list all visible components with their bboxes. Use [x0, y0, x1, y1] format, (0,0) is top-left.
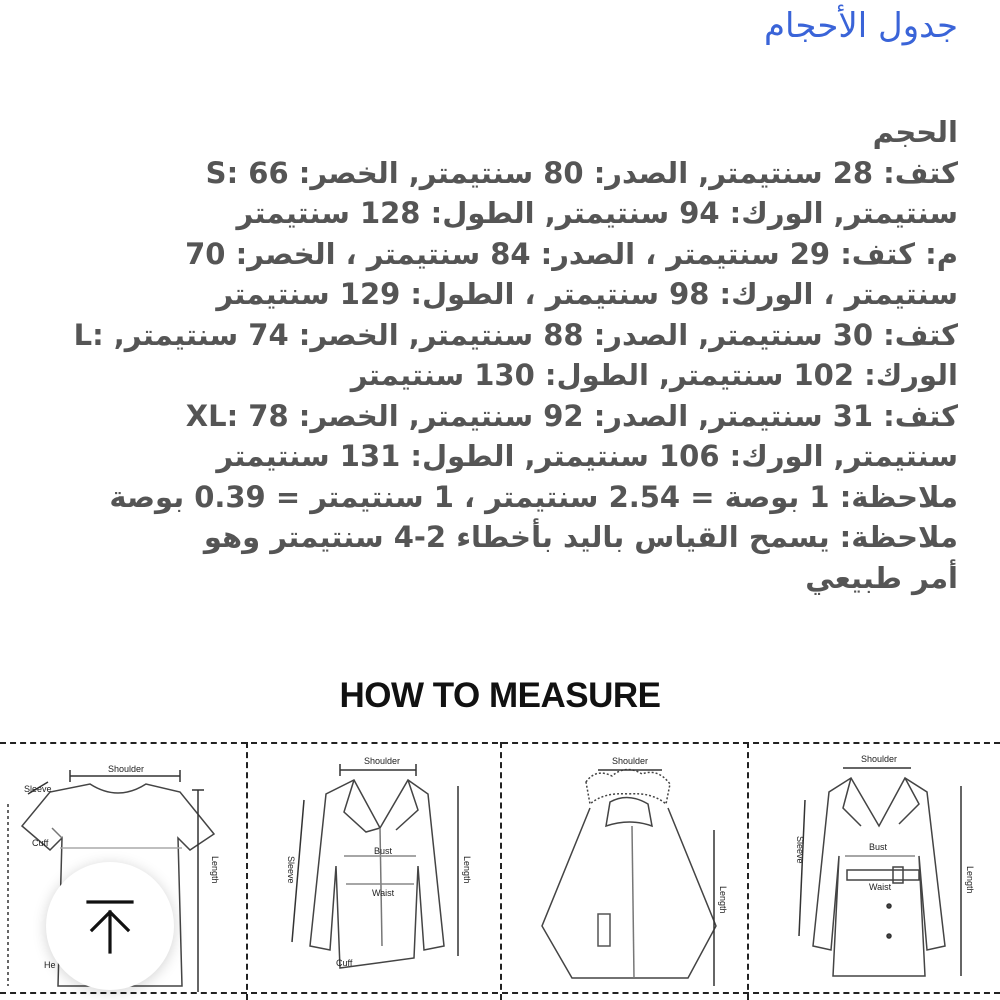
- section-title: جدول الأحجام: [763, 6, 958, 46]
- label-sleeve: Sleeve: [24, 784, 52, 794]
- label-bust: Bust: [869, 842, 888, 852]
- label-length: Length: [718, 886, 728, 914]
- size-chart-line: ملاحظة: يسمح القياس باليد بأخطاء 2-4 سنتيمتر وهو: [203, 520, 958, 554]
- label-length: Length: [462, 856, 472, 884]
- label-shoulder: Shoulder: [612, 756, 649, 766]
- label-length: Length: [965, 866, 975, 894]
- size-chart-line: سنتيمتر, الورك: 106 سنتيمتر, الطول: 131 سنتيمتر: [216, 439, 958, 473]
- scroll-to-top-button[interactable]: [46, 862, 174, 990]
- size-chart-line: الحجم: [872, 115, 958, 149]
- size-chart-line: كتف: 30 سنتيمتر, الصدر: 88 سنتيمتر, الخصر: 74 سنتيمتر, :L: [73, 317, 958, 352]
- size-chart-text: [73, 112, 958, 598]
- label-sleeve: Sleeve: [795, 836, 805, 864]
- label-sleeve: Sleeve: [286, 856, 296, 884]
- size-chart-line: أمر طبيعي: [805, 560, 958, 595]
- label-shoulder: Shoulder: [364, 756, 401, 766]
- size-chart-line: سنتيمتر, الورك: 94 سنتيمتر, الطول: 128 سنتيمتر: [236, 196, 958, 230]
- label-length: Length: [210, 856, 220, 884]
- cape-coat-diagram: [502, 746, 747, 1000]
- size-chart-line: م: كتف: 29 سنتيمتر ، الصدر: 84 سنتيمتر ، الخصر: 70: [185, 236, 958, 271]
- label-bust: Bust: [374, 846, 393, 856]
- label-waist: Waist: [372, 888, 395, 898]
- arrow-up-to-top-icon: [86, 898, 134, 954]
- size-chart-line: الورك: 102 سنتيمتر, الطول: 130 سنتيمتر: [350, 358, 958, 392]
- label-hem: He: [44, 960, 56, 970]
- size-chart-line: سنتيمتر ، الورك: 98 سنتيمتر ، الطول: 129 سنتيمتر: [216, 277, 958, 311]
- label-shoulder: Shoulder: [861, 754, 898, 764]
- size-chart-line: كتف: 31 سنتيمتر, الصدر: 92 سنتيمتر, الخصر: 78 :XL: [185, 398, 958, 433]
- blazer-diagram: [248, 746, 500, 1000]
- label-cuff: Cuff: [336, 958, 353, 968]
- label-cuff: Cuff: [32, 838, 49, 848]
- belted-coat-diagram: [749, 746, 1000, 1000]
- label-shoulder: Shoulder: [108, 764, 145, 774]
- how-to-measure-title: HOW TO MEASURE: [339, 676, 661, 715]
- label-waist: Waist: [869, 882, 892, 892]
- size-chart-line: ملاحظة: 1 بوصة = 2.54 سنتيمتر ، 1 سنتيمتر = 0.39 بوصة: [109, 479, 958, 514]
- size-chart-line: كتف: 28 سنتيمتر, الصدر: 80 سنتيمتر, الخصر: 66 :S: [205, 155, 958, 190]
